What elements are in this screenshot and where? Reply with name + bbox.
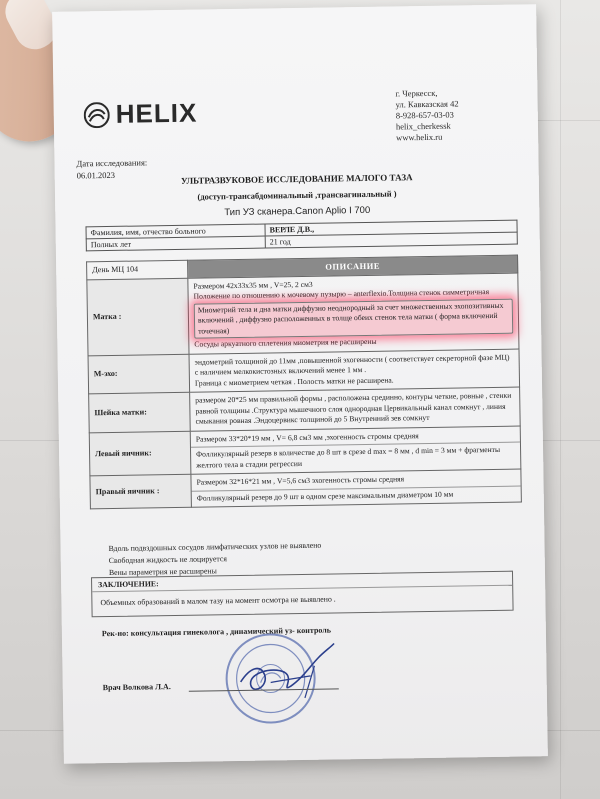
left-ovary-row [89,426,521,476]
doctor-name: Врач Волкова Л.А. [102,682,171,693]
uterus-position: Положение по отношению к мочевому пузырю – anterflexio.Толщина стенок симметричная [193,287,490,301]
myometrium-vessels: Сосуды аркуатного сплетения миометрия не расширены [194,336,377,349]
ultrasound-report-sheet [52,4,548,764]
conclusion-box [91,571,514,618]
left-ovary-description [190,426,521,475]
uterus-label: Матка : [87,278,189,356]
cervix-description: размером 20*25 мм правильной формы , расположена срединно, контуры четкие, ровные , стенки равной толщины .Структура мышечного слоя однородная Цервикальный канал сомкнут , линия смыкания ровная .Эндоцервикс толщиной до 5 Внутренний зев сомкнут [190,387,521,431]
left-ovary-line-1: Размером 33*20*19 мм , V= 6,8 см3 мм ,эхогенность стромы средняя [195,430,419,444]
description-header: ОПИСАНИЕ [188,255,518,278]
contact-phone: 8-928-657-03-03 [395,109,454,121]
myometrium-highlighted-finding: Миометрий тела и дна матки диффузно неоднородный за счет множественных эхопозитивных включений , диффузно расположенных в толще обеих стенок тела матки ( форма включений точечная) [194,298,514,339]
patient-name-label: Фамилия, имя, отчество больного [86,224,265,239]
cycle-day: День МЦ 104 [87,260,188,279]
contact-handle: helix_cherkessk [395,120,451,132]
clinic-contacts [395,87,459,143]
conclusion-text: Объемных образований в малом тазу на момент осмотра не выявлено . [100,594,336,608]
left-ovary-line-2: Фолликулярный резерв в количестве до 8 шт в срезе d max = 8 мм , d min = 3 мм + фрагменты желтого тела в стадии регрессии [191,442,520,471]
exam-date-label: Дата исследования: [76,157,148,169]
right-ovary-row [90,469,521,509]
note-free-fluid: Свободная жидкость не лоцируется [108,554,228,566]
m-echo-description [189,349,520,393]
m-echo-line-1: эндометрий толщиной до 11мм ,повышенной эхогенности ( соответствует секреторной фазе МЦ) с наличием мелкокистозных включений менее 1 мм . [194,352,510,377]
right-ovary-label: Правый яичник : [90,474,192,509]
left-ovary-label: Левый яичник: [89,431,191,476]
doctor-signature-icon [230,635,341,707]
uterus-size: Размером 42х33х35 мм , V=25, 2 см3 [193,279,313,291]
scanner-line [55,202,539,221]
description-table [86,255,522,510]
contact-street: ул. Кавказская 42 [395,98,459,110]
cervix-row [89,387,521,432]
scanner-value: Canon Aplio I 700 [295,204,371,218]
patient-age-label: Полных лет [86,236,265,251]
helix-logo-text: HELIX [115,97,198,129]
patient-age-value: 21 год [265,232,517,248]
helix-logo-icon [84,101,110,127]
cervix-label: Шейка матки: [89,392,191,432]
patient-table [85,220,517,252]
right-ovary-description [191,469,521,507]
right-ovary-line-2: Фолликулярный резерв до 9 шт в одном срезе максимальным диаметром 10 мм [192,485,521,504]
patient-name-value: ВЕРЛЕ Д.В., [265,220,517,236]
recommendation: Рек-но: консультация гинеколога , динамический уз- контроль [101,625,332,639]
contact-city: г. Черкесск, [395,87,438,99]
note-lymph-nodes: Вдоль подвздошных сосудов лимфатических узлов не выявлено [108,540,322,554]
m-echo-label: М-эхо: [88,354,190,394]
m-echo-row [88,349,520,394]
scanner-label: Тип УЗ сканера. [224,206,296,219]
additional-notes [108,540,321,579]
note-parametrium-veins: Вены параметрия не расширены [108,566,217,578]
m-echo-line-2: Граница с миометрием четкая . Полость матки не расширена. [194,375,394,388]
wall-tile-line [560,0,561,799]
exam-date: 06.01.2023 [76,169,116,181]
report-title: УЛЬТРАЗВУКОВОЕ ИССЛЕДОВАНИЕ МАЛОГО ТАЗА [180,172,413,186]
helix-logo [84,98,198,131]
uterus-description [188,273,519,354]
right-ovary-line-1: Размером 32*16*21 мм , V=5,6 см3 эхогенность стромы средняя [196,474,405,487]
report-subtitle: (доступ-трансабдоминальный ,трансвагинальный ) [197,188,397,202]
contact-site: www.helix.ru [396,131,443,143]
conclusion-label: ЗАКЛЮЧЕНИЕ: [92,572,512,593]
uterus-row [87,273,519,356]
